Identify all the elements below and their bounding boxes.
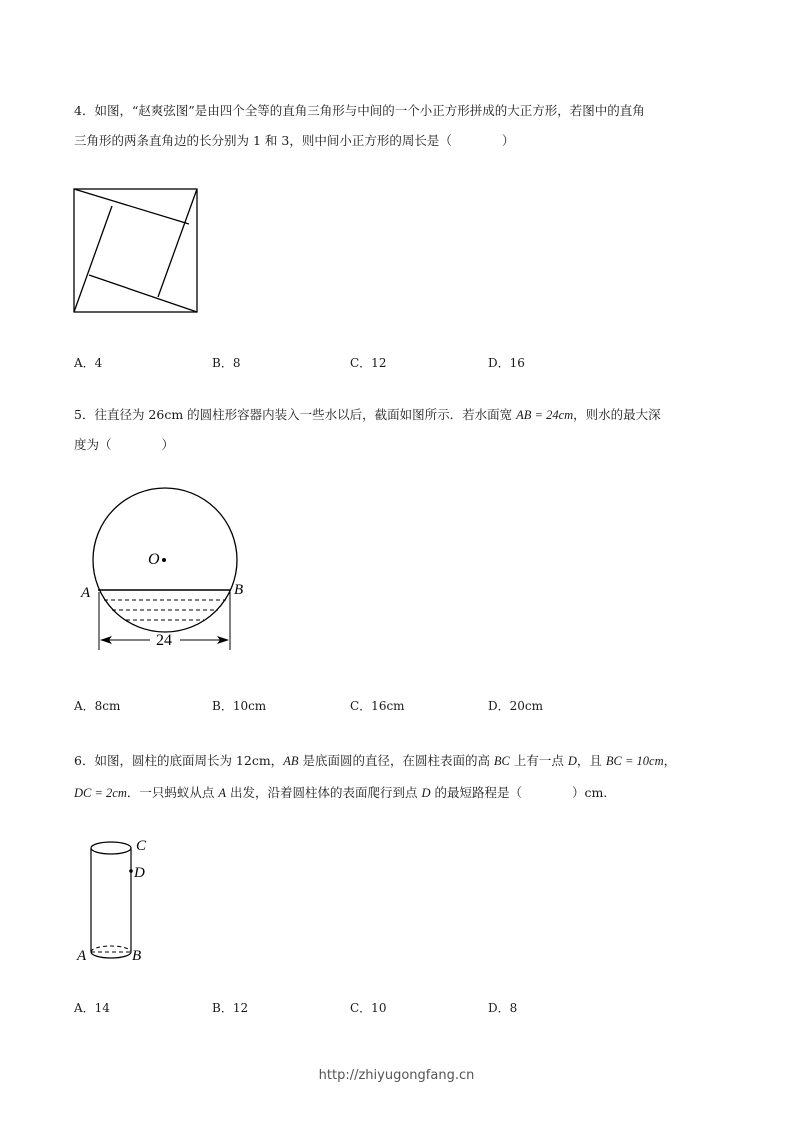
triangle-edge [158, 189, 197, 297]
triangle-edge [74, 206, 112, 312]
question-4-figure [72, 186, 200, 316]
question-6-text [74, 745, 734, 809]
math-dc: DC = 2cm [74, 786, 127, 800]
question-5-figure [72, 482, 262, 654]
math-ab-width: AB = 24cm [516, 408, 574, 422]
cylinder-bottom-front [91, 952, 131, 958]
option-b[interactable]: B．10cm [212, 699, 267, 713]
point-b-label: B [234, 582, 244, 598]
option-c[interactable]: C．16cm [350, 699, 405, 713]
math-bc: BC = 10cm [605, 754, 664, 768]
question-5-text [74, 400, 724, 460]
option-a[interactable]: A．14 [74, 1001, 110, 1015]
question-5-line-2: 度为（ ） [74, 437, 175, 452]
point-c-label: C [136, 838, 147, 854]
question-4-text [74, 96, 724, 156]
option-b[interactable]: B．8 [212, 356, 241, 370]
dimension-label: 24 [156, 632, 172, 649]
option-d[interactable]: D．8 [488, 1001, 518, 1015]
question-6-line-2: DC = 2cm．一只蚂蚁从点 A 出发，沿着圆柱体的表面爬行到点 D 的最短路程是（ ）cm. [74, 785, 608, 800]
question-6-line-1: 6．如图，圆柱的底面周长为 12cm，AB 是底面圆的直径，在圆柱表面的高 BC 上有一点 D，且 BC = 10cm， [74, 753, 677, 768]
question-4-line-2: 三角形的两条直角边的长分别为 1 和 3，则中间小正方形的周长是（ ） [74, 133, 515, 148]
footer-url[interactable]: http://zhiyugongfang.cn [318, 1068, 475, 1083]
option-c[interactable]: C．12 [350, 356, 387, 370]
point-d-label: D [134, 865, 145, 881]
option-d[interactable]: D．16 [488, 356, 525, 370]
question-5-line-1: 5．往直径为 26cm 的圆柱形容器内装入一些水以后，截面如图所示．若水面宽 AB = 24cm，则水的最大深 [74, 407, 661, 422]
point-a-label: A [81, 585, 91, 601]
triangle-edge [74, 189, 189, 224]
point-d [129, 869, 133, 873]
option-a[interactable]: A．8cm [74, 699, 121, 713]
option-c[interactable]: C．10 [350, 1001, 387, 1015]
option-d[interactable]: D．20cm [488, 699, 543, 713]
cylinder-bottom-back [91, 946, 131, 952]
option-b[interactable]: B．12 [212, 1001, 249, 1015]
question-4-line-1: 4．如图，“赵爽弦图”是由四个全等的直角三角形与中间的一个小正方形拼成的大正方形，若图中的直角 [74, 103, 645, 118]
question-6-figure [74, 834, 154, 968]
center-label: O [148, 551, 160, 568]
point-a-label: A [77, 948, 87, 964]
center-point [162, 558, 166, 562]
point-b-label: B [132, 948, 142, 964]
triangle-edge [89, 275, 197, 312]
option-a[interactable]: A．4 [74, 356, 103, 370]
cylinder-top [91, 842, 131, 854]
